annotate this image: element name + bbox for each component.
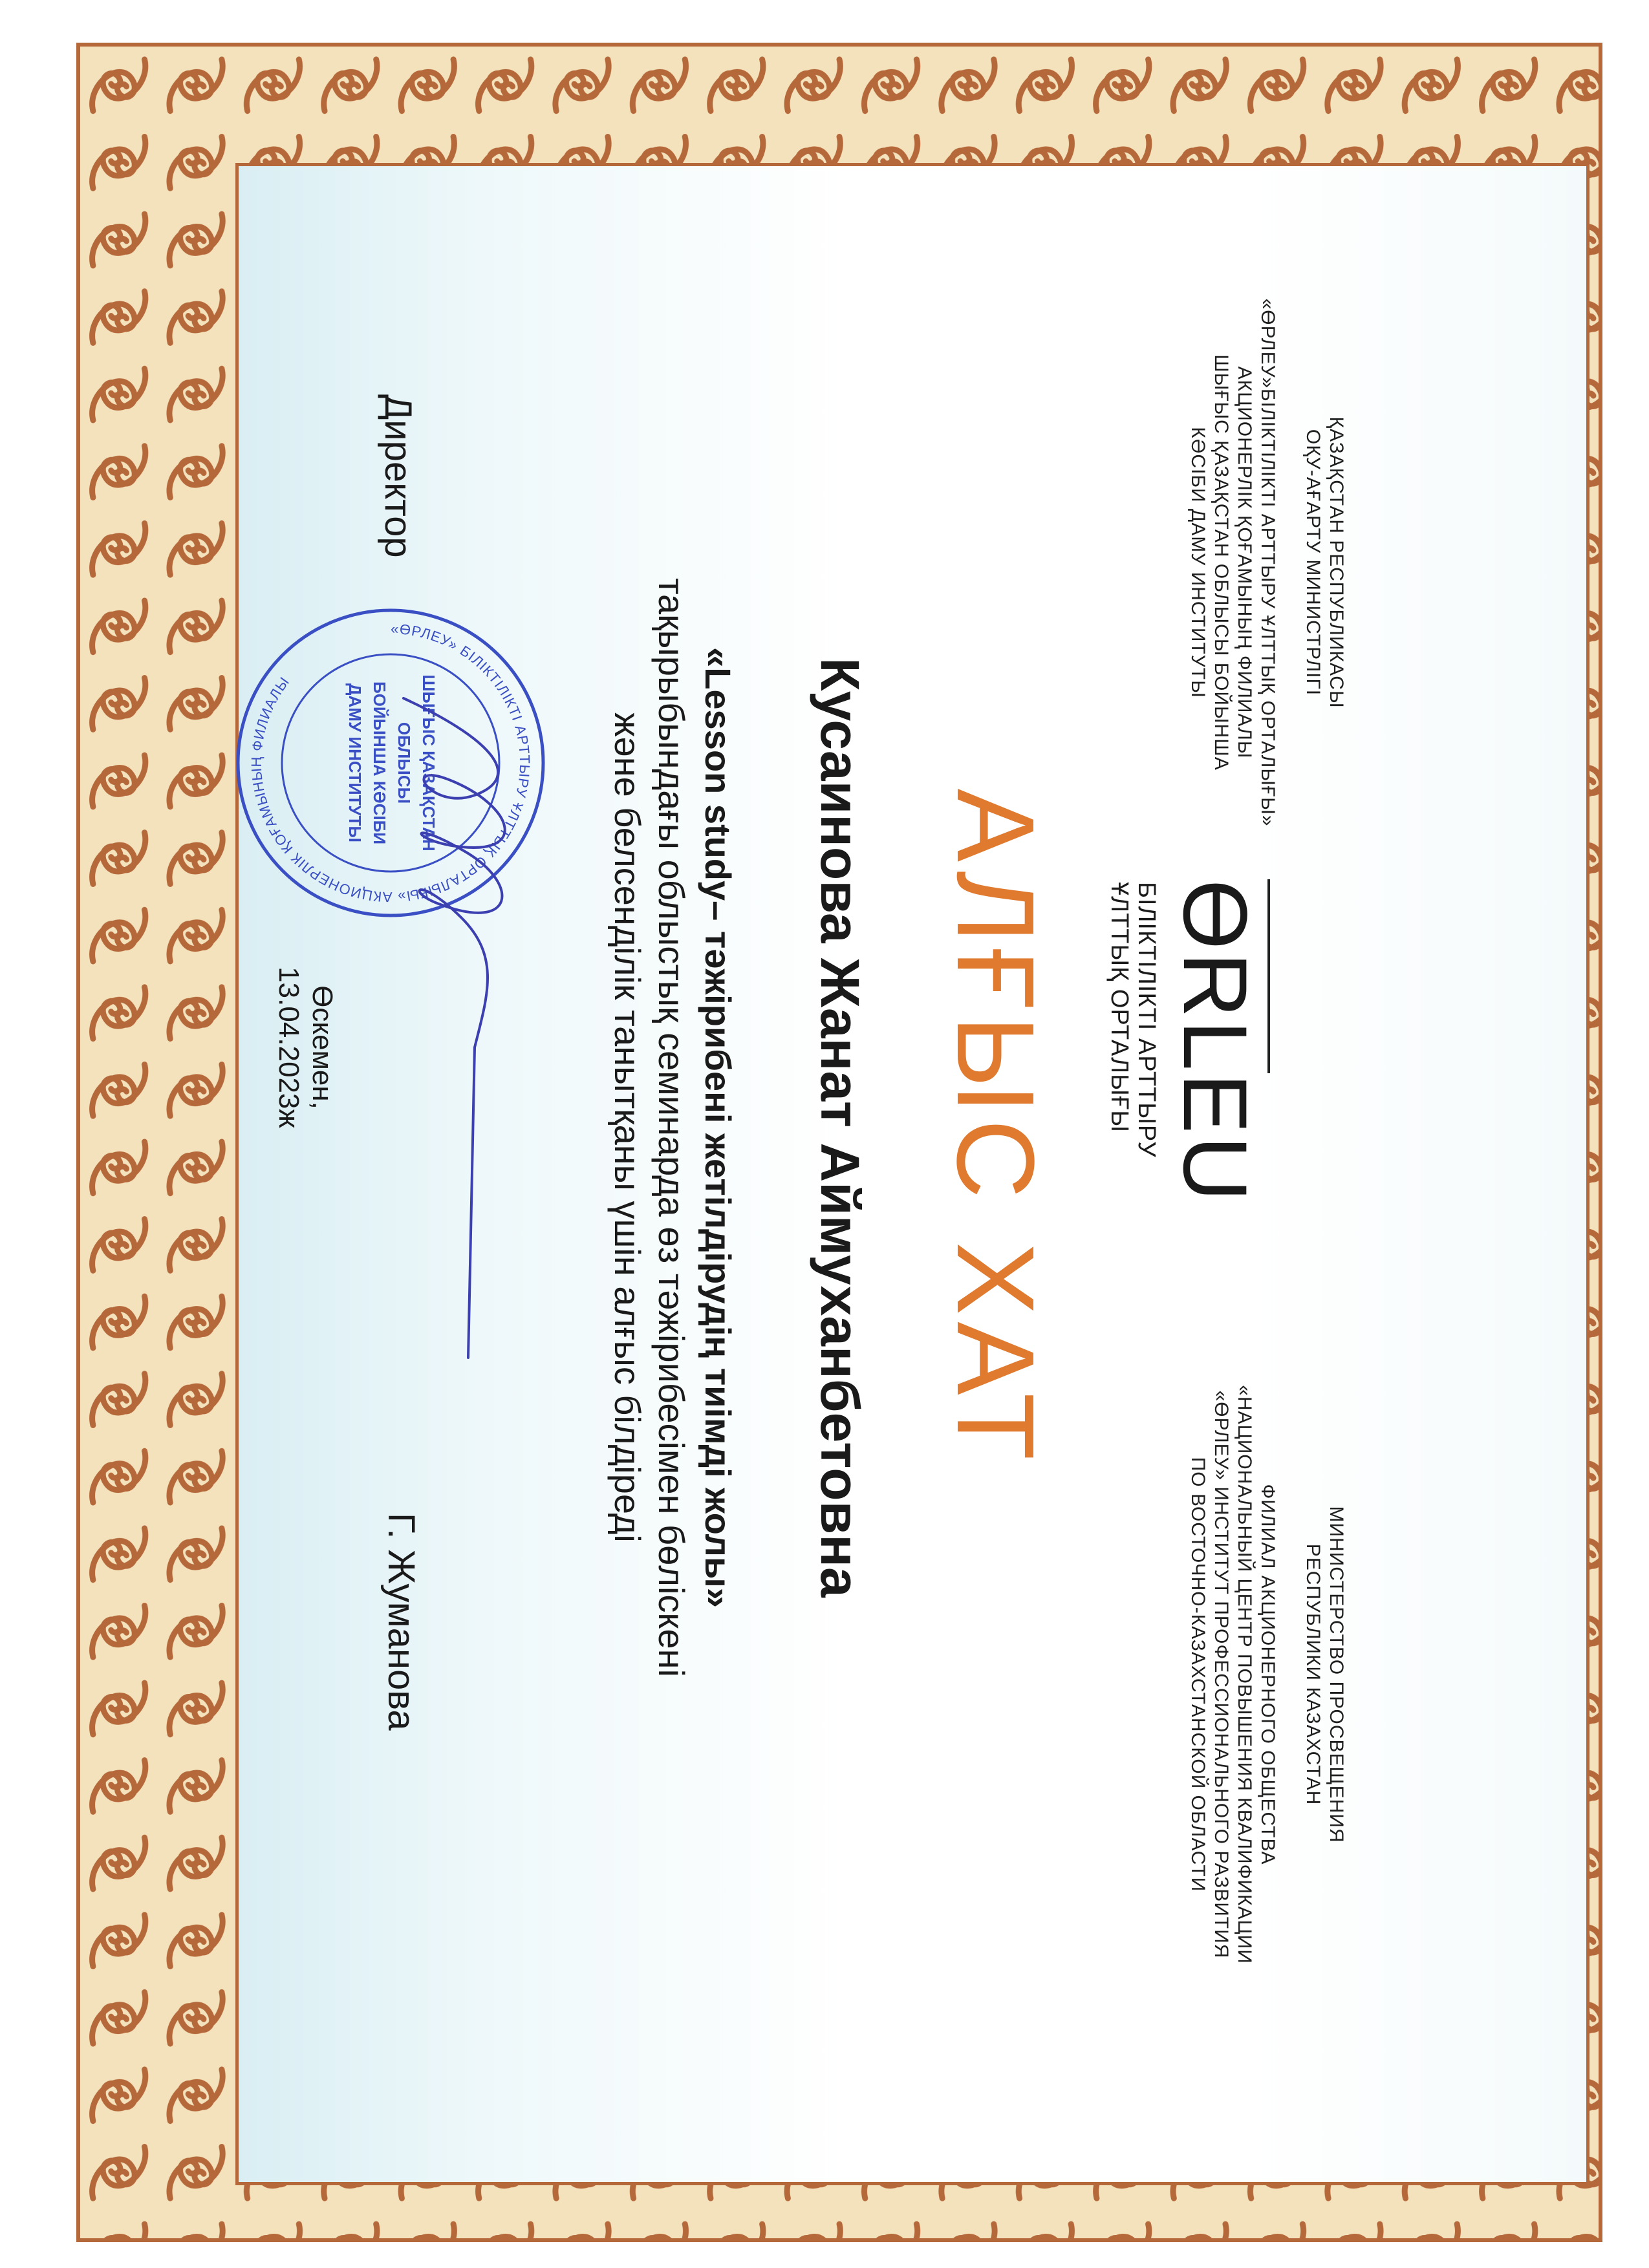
certificate-content: [155, 116, 1509, 2139]
director-label: Директор: [377, 394, 419, 558]
header-line: ПО ВОСТОЧНО-КАЗАХСТАНСКОЙ ОБЛАСТИ: [1187, 1457, 1209, 1892]
header-line: «НАЦИОНАЛЬНЫЙ ЦЕНТР ПОВЫШЕНИЯ КВАЛИФИКАЦИИ: [1234, 1385, 1255, 1964]
place: Өскемен,: [307, 985, 338, 1109]
header-line: КӘСІБИ ДАМУ ИНСТИТУТЫ: [1187, 427, 1209, 698]
logo-rule: [1267, 879, 1270, 1073]
place-and-date: [272, 918, 339, 1177]
stamp-center-line: ДАМУ ИНСТИТУТЫ: [345, 683, 365, 842]
header-line: ФИЛИАЛ АКЦИОНЕРНОГО ОБЩЕСТВА: [1257, 1484, 1278, 1865]
director-signature: [345, 659, 565, 1371]
logo-subtitle: ҰЛТТЫҚ ОРТАЛЫҒЫ: [1106, 882, 1133, 1133]
certificate-title: АЛҒЫС ХАТ: [934, 788, 1057, 1467]
stamp-center-line: ШЫҒЫС ҚАЗАҚСТАН: [419, 674, 438, 851]
header-line: ҚАЗАҚСТАН РЕСПУБЛИКАСЫ: [1326, 416, 1347, 709]
body-text: және белсенділік танытқаны үшін алғыс білдіреді: [607, 712, 648, 1543]
seminar-title: «Lesson study– тәжірибені жетілдірудің тиімді жолы»: [698, 647, 738, 1608]
header-line: ШЫҒЫС ҚАЗАҚСТАН ОБЛЫСЫ БОЙЫНША: [1211, 354, 1232, 771]
stamp-ring-text: «ӨРЛЕУ» БІЛІКТІЛІКТІ АРТТЫРУ ҰЛТТЫҚ ОРТАЛЫҒЫ» АКЦИОНЕРЛІК ҚОҒАМЫНЫҢ ФИЛИАЛЫ: [248, 620, 534, 906]
recipient-name: Кусаинова Жанат Аймуханбетовна: [810, 658, 870, 1598]
header-line: ОҚУ-АҒАРТУ МИНИСТРЛІГІ: [1302, 429, 1324, 696]
logo-subtitle: БІЛІКТІЛІКТІ АРТТЫРУ: [1133, 882, 1160, 1158]
header-line: РЕСПУБЛИКИ КАЗАХСТАН: [1302, 1543, 1324, 1806]
kazakh-header: [1186, 272, 1348, 853]
header-line: МИНИСТЕРСТВО ПРОСВЕЩЕНИЯ: [1326, 1506, 1347, 1843]
russian-header: [1186, 1371, 1348, 1978]
director-name: Г. Жуманова: [380, 1513, 422, 1731]
date: 13.04.2023ж: [273, 967, 305, 1128]
logo-brand: ӨRLEU: [1165, 879, 1266, 1204]
header-line: «ӨРЛЕУ»БІЛІКТІЛІКТІ АРТТЫРУ ҰЛТТЫҚ ОРТАЛЫҒЫ»: [1257, 298, 1278, 827]
header-line: АКЦИОНЕРЛІК ҚОҒАМЫНЫҢ ФИЛИАЛЫ: [1234, 366, 1255, 759]
orleu-logo: [1095, 879, 1270, 1319]
body-text: тақырыбындағы облыстық семинарда өз тәжірибесімен бөліскені: [651, 577, 692, 1678]
stamp-center-line: ОБЛЫСЫ: [394, 722, 414, 804]
header-line: «ӨРЛЕУ» ИНСТИТУТ ПРОФЕССИОНАЛЬНОГО РАЗВИТИЯ: [1211, 1390, 1232, 1959]
stamp-center-line: БОЙЫНША КӘСІБИ: [370, 681, 389, 845]
